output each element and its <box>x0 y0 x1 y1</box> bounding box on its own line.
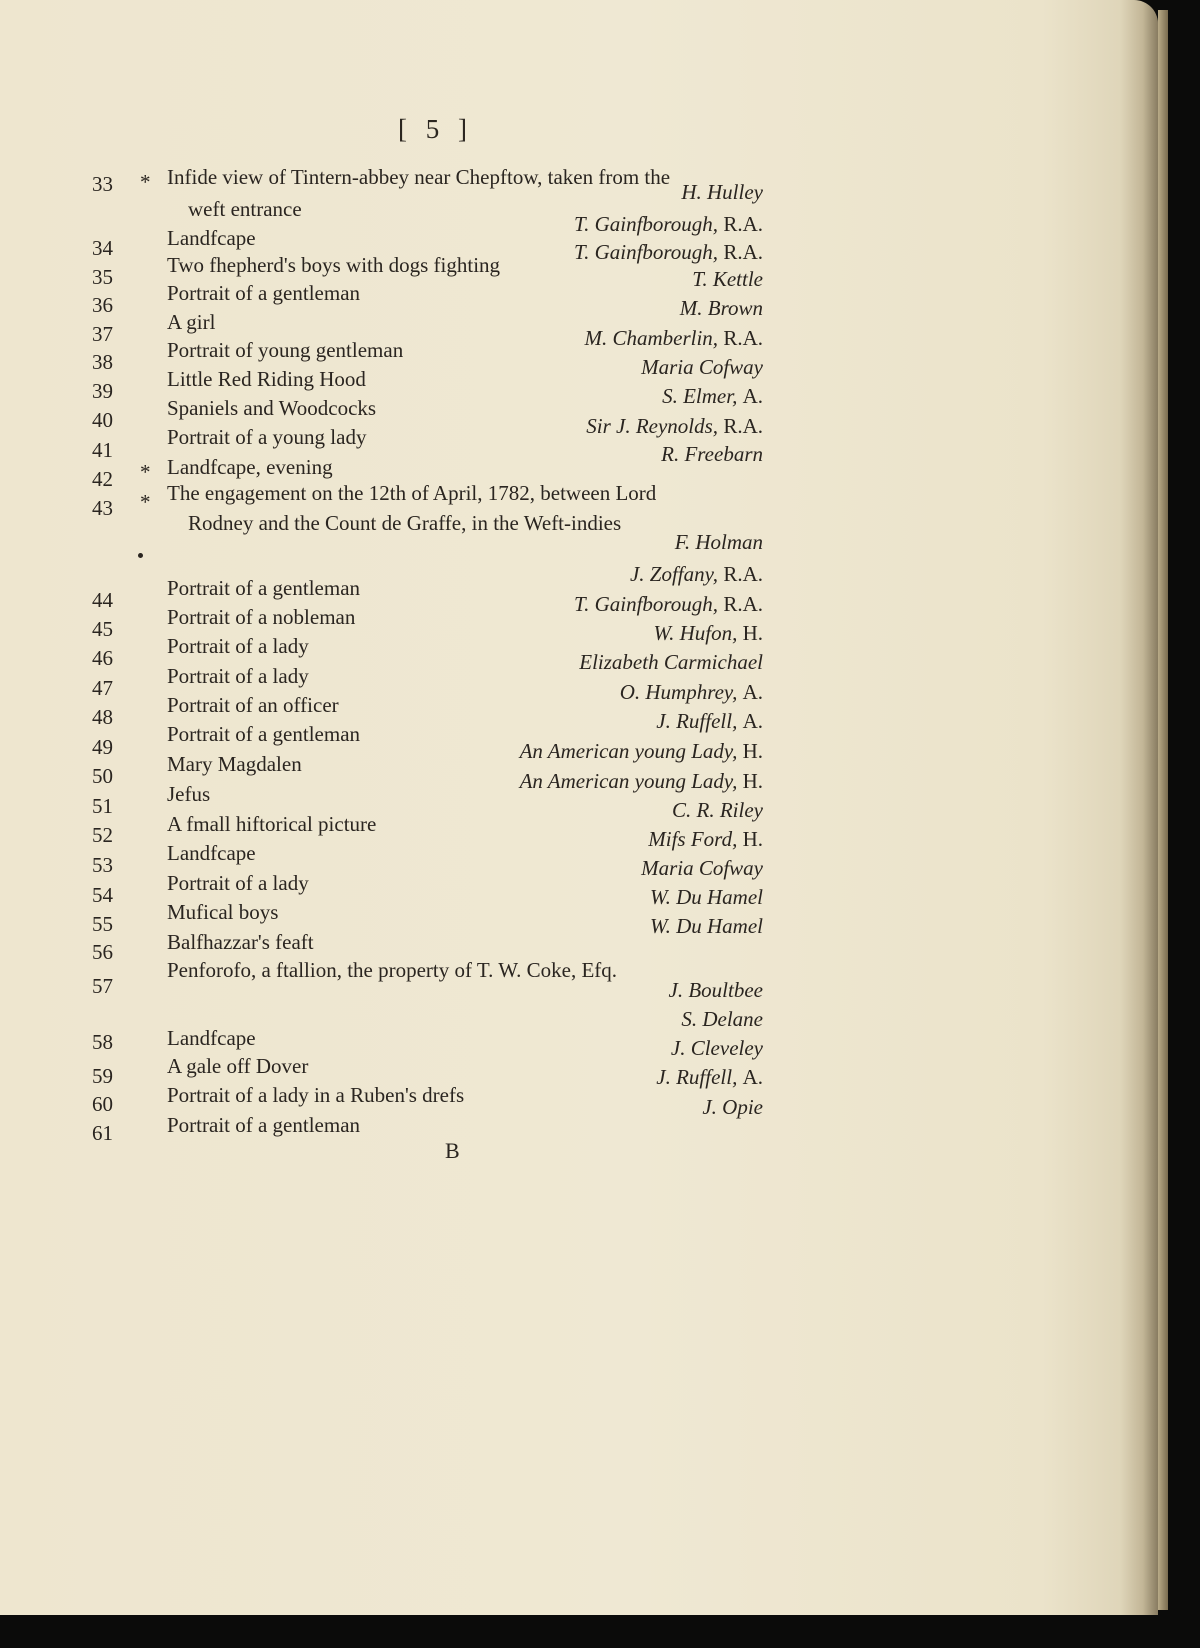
entry-artist: T. Kettle <box>692 267 763 291</box>
entry-title: Landfcape <box>167 1026 256 1050</box>
entry-artist: An American young Lady, H. <box>519 769 763 793</box>
entry-title: Little Red Riding Hood <box>167 367 366 391</box>
entry-number: 51 <box>92 794 113 818</box>
entry-title: Portrait of an officer <box>167 693 339 717</box>
entry-title: Portrait of a gentleman <box>167 722 361 746</box>
entry-artist: J. Ruffell, A. <box>656 1065 763 1089</box>
entry-title: Jefus <box>167 782 211 806</box>
entry-number: 46 <box>92 646 113 670</box>
entry-artist: J. Cleveley <box>670 1036 763 1060</box>
entry-artist: Maria Cofway <box>641 856 763 880</box>
entry-number: 47 <box>92 676 113 700</box>
entry-title: Portrait of young gentleman <box>167 338 404 362</box>
entry-number: 34 <box>92 236 113 260</box>
entry-number: 43 <box>92 496 113 520</box>
entry-number: 45 <box>92 617 113 641</box>
entry-number: 35 <box>92 265 113 289</box>
entry-artist: W. Hufon, H. <box>653 621 763 645</box>
entry-title: Mary Magdalen <box>167 752 302 776</box>
entry-number: 37 <box>92 322 113 346</box>
entry-title: Portrait of a nobleman <box>167 605 356 629</box>
entry-title: A gale off Dover <box>167 1054 309 1078</box>
entry-artist: R. Freebarn <box>661 442 763 466</box>
entry-artist: T. Gainfborough, R.A. <box>573 592 763 616</box>
entry-title: Portrait of a gentleman <box>167 576 361 600</box>
entry-artist: M. Brown <box>679 296 763 320</box>
entry-artist: J. Boultbee <box>668 978 763 1002</box>
entry-number: 55 <box>92 912 113 936</box>
entry-artist: S. Elmer, A. <box>662 384 763 408</box>
entry-number: 52 <box>92 823 113 847</box>
entry-artist: H. Hulley <box>681 180 763 204</box>
entry-artist: An American young Lady, H. <box>519 739 763 763</box>
entry-number: 50 <box>92 764 113 788</box>
entry-artist: O. Humphrey, A. <box>619 680 763 704</box>
entry-number: 36 <box>92 293 113 317</box>
ink-speck <box>138 553 143 558</box>
entry-number: 44 <box>92 588 113 612</box>
entry-title: Portrait of a lady <box>167 664 309 688</box>
entry-number: 53 <box>92 853 113 877</box>
entry-artist: S. Delane <box>681 1007 763 1031</box>
entry-number: 40 <box>92 408 113 432</box>
entry-title: A girl <box>167 310 216 334</box>
entry-title: Infide view of Tintern-abbey near Chepftow, taken from the <box>167 165 671 189</box>
signature-mark: B <box>445 1138 460 1163</box>
entry-title: Portrait of a young lady <box>167 425 367 449</box>
entry-title-continued: weft entrance <box>188 197 302 221</box>
entry-title: Portrait of a lady <box>167 634 309 658</box>
entry-title: A fmall hiftorical picture <box>167 812 377 836</box>
entry-number: 41 <box>92 438 113 462</box>
entry-number: 38 <box>92 350 113 374</box>
page-edge <box>1158 10 1168 1610</box>
entry-title: Portrait of a lady in a Ruben's drefs <box>167 1083 465 1107</box>
entry-title: Portrait of a lady <box>167 871 309 895</box>
entry-number: 49 <box>92 735 113 759</box>
entry-number: 33 <box>92 172 113 196</box>
entry-number: 59 <box>92 1064 113 1088</box>
entry-star: * <box>140 490 151 514</box>
entry-title: The engagement on the 12th of April, 1782, between Lord <box>167 481 657 505</box>
page-number: [ 5 ] <box>398 114 473 144</box>
entry-title: Balfhazzar's feaft <box>167 930 314 954</box>
entry-title: Landfcape <box>167 226 256 250</box>
entry-artist: Elizabeth Carmichael <box>579 650 763 674</box>
entry-artist: W. Du Hamel <box>650 885 763 909</box>
entry-star: * <box>140 460 151 484</box>
entry-number: 58 <box>92 1030 113 1054</box>
entry-number: 60 <box>92 1092 113 1116</box>
entry-number: 48 <box>92 705 113 729</box>
entry-title-continued: Rodney and the Count de Graffe, in the Weft-indies <box>188 511 622 535</box>
entry-artist: Mifs Ford, H. <box>648 827 763 851</box>
entry-number: 42 <box>92 467 113 491</box>
entry-artist: T. Gainfborough, R.A. <box>573 240 763 264</box>
entry-title: Landfcape <box>167 841 256 865</box>
entry-artist: Maria Cofway <box>641 355 763 379</box>
entry-artist: C. R. Riley <box>672 798 763 822</box>
entry-title: Landfcape, evening <box>167 455 333 479</box>
entry-artist: F. Holman <box>674 530 763 554</box>
entry-artist: J. Zoffany, R.A. <box>629 562 763 586</box>
entry-artist: J. Ruffell, A. <box>656 709 763 733</box>
entry-artist: W. Du Hamel <box>650 914 763 938</box>
entry-artist: T. Gainfborough, R.A. <box>573 212 763 236</box>
entry-number: 61 <box>92 1121 113 1145</box>
entry-number: 54 <box>92 883 113 907</box>
entry-title: Portrait of a gentleman <box>167 1113 361 1137</box>
entry-title: Mufical boys <box>167 900 279 924</box>
entry-artist: Sir J. Reynolds, R.A. <box>586 414 763 438</box>
entry-artist: M. Chamberlin, R.A. <box>584 326 763 350</box>
entry-number: 57 <box>92 974 113 998</box>
entry-title: Penforofo, a ftallion, the property of T. W. Coke, Efq. <box>167 958 618 982</box>
entry-star: * <box>140 170 151 194</box>
entry-artist: J. Opie <box>702 1095 763 1119</box>
entry-title: Portrait of a gentleman <box>167 281 361 305</box>
entry-title: Spaniels and Woodcocks <box>167 396 377 420</box>
entry-number: 56 <box>92 940 113 964</box>
entry-number: 39 <box>92 379 113 403</box>
entry-title: Two fhepherd's boys with dogs fighting <box>167 253 501 277</box>
